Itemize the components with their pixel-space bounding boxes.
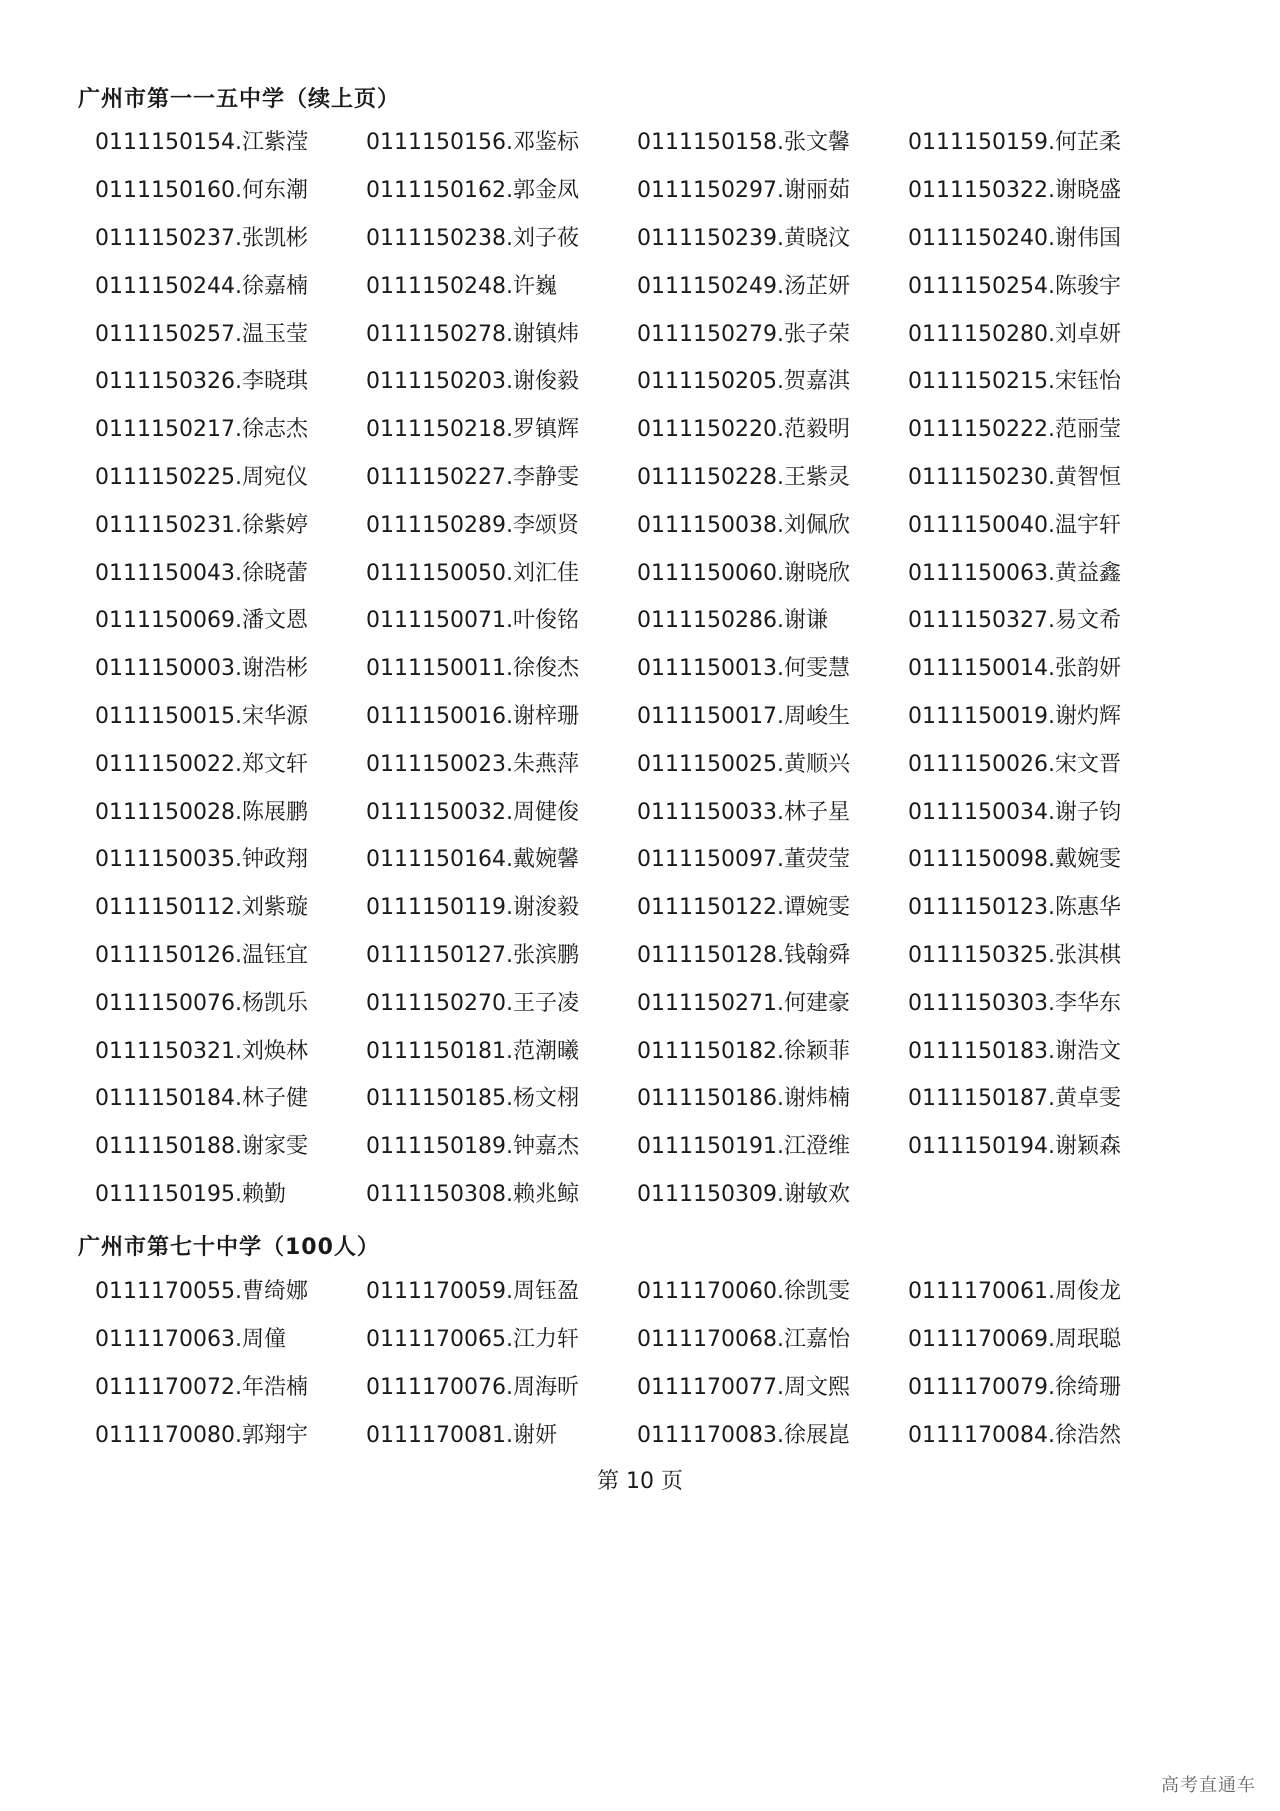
student-entry: 0111170068.江嘉怡 xyxy=(637,1327,850,1353)
student-entry: 0111150015.宋华源 xyxy=(95,703,308,729)
entry-row xyxy=(95,117,1195,165)
entry-row xyxy=(95,213,1195,261)
student-entry: 0111170077.周文熙 xyxy=(637,1374,850,1400)
student-entry: 0111170084.徐浩然 xyxy=(908,1422,1121,1448)
student-entry: 0111150189.钟嘉杰 xyxy=(366,1134,579,1160)
student-entry: 0111150205.贺嘉淇 xyxy=(637,369,850,395)
student-entry: 0111150160.何东潮 xyxy=(95,178,308,204)
student-entry: 0111150128.钱翰舜 xyxy=(637,942,850,968)
student-entry: 0111150182.徐颖菲 xyxy=(637,1038,850,1064)
entry-row xyxy=(95,1409,1195,1457)
student-entry: 0111150026.宋文晋 xyxy=(908,751,1121,777)
entry-row xyxy=(95,595,1195,643)
entry-row xyxy=(95,1073,1195,1121)
student-entry: 0111170072.年浩楠 xyxy=(95,1374,308,1400)
student-entry: 0111150014.张韵妍 xyxy=(908,656,1121,682)
student-entry: 0111150043.徐晓蕾 xyxy=(95,560,308,586)
student-entry: 0111150325.张淇棋 xyxy=(908,942,1121,968)
student-entry: 0111150309.谢敏欢 xyxy=(637,1181,850,1207)
student-entry: 0111150326.李晓琪 xyxy=(95,369,308,395)
student-entry: 0111150127.张滨鹏 xyxy=(366,942,579,968)
student-entry: 0111150195.赖勤 xyxy=(95,1181,286,1207)
student-entry: 0111170081.谢妍 xyxy=(366,1422,557,1448)
student-entry: 0111170069.周珉聪 xyxy=(908,1327,1121,1353)
entry-row xyxy=(95,1169,1195,1217)
student-entry: 0111170059.周钰盈 xyxy=(366,1279,579,1305)
student-entry: 0111150188.谢家雯 xyxy=(95,1134,308,1160)
student-entry: 0111150278.谢镇炜 xyxy=(366,321,579,347)
student-entry: 0111170080.郭翔宇 xyxy=(95,1422,308,1448)
student-entry: 0111150254.陈骏宇 xyxy=(908,273,1121,299)
student-entry: 0111150279.张子荣 xyxy=(637,321,850,347)
student-entry: 0111150321.刘焕林 xyxy=(95,1038,308,1064)
student-entry: 0111150184.林子健 xyxy=(95,1086,308,1112)
student-entry: 0111150011.徐俊杰 xyxy=(366,656,579,682)
student-entry: 0111150270.王子凌 xyxy=(366,990,579,1016)
entry-row xyxy=(95,499,1195,547)
entry-row xyxy=(95,165,1195,213)
student-entry: 0111150016.谢梓珊 xyxy=(366,703,579,729)
student-entry: 0111150231.徐紫婷 xyxy=(95,512,308,538)
student-entry: 0111150289.李颂贤 xyxy=(366,512,579,538)
student-entry: 0111150225.周宛仪 xyxy=(95,464,308,490)
student-entry: 0111150237.张凯彬 xyxy=(95,225,308,251)
section-title-school-70: 广州市第七十中学（100人） xyxy=(78,1235,380,1260)
student-entry: 0111150069.潘文恩 xyxy=(95,608,308,634)
entry-row xyxy=(95,786,1195,834)
student-entry: 0111150191.江澄维 xyxy=(637,1134,850,1160)
student-entry: 0111150038.刘佩欣 xyxy=(637,512,850,538)
student-entry: 0111150257.温玉莹 xyxy=(95,321,308,347)
student-entry: 0111150187.黄卓雯 xyxy=(908,1086,1121,1112)
student-entry: 0111150271.何建豪 xyxy=(637,990,850,1016)
entry-row xyxy=(95,452,1195,500)
entry-row xyxy=(95,738,1195,786)
student-entry: 0111170076.周海昕 xyxy=(366,1374,579,1400)
student-entry: 0111150239.黄晓汶 xyxy=(637,225,850,251)
entry-row xyxy=(95,691,1195,739)
watermark: 高考直通车 xyxy=(1161,1775,1256,1796)
student-entry: 0111150154.江紫滢 xyxy=(95,130,308,156)
student-entry: 0111150028.陈展鹏 xyxy=(95,799,308,825)
page-number: 第 10 页 xyxy=(597,1469,683,1494)
student-entry: 0111150215.宋钰怡 xyxy=(908,369,1121,395)
student-entry: 0111150017.周峻生 xyxy=(637,703,850,729)
student-entry: 0111150156.邓鉴标 xyxy=(366,130,579,156)
entry-row xyxy=(95,1314,1195,1362)
student-entry: 0111150063.黄益鑫 xyxy=(908,560,1121,586)
student-list-school-115 xyxy=(95,117,1195,1216)
student-entry: 0111150158.张文馨 xyxy=(637,130,850,156)
student-entry: 0111150297.谢丽茹 xyxy=(637,178,850,204)
entry-row xyxy=(95,882,1195,930)
entry-row xyxy=(95,547,1195,595)
student-entry: 0111150098.戴婉雯 xyxy=(908,847,1121,873)
student-entry: 0111150218.罗镇辉 xyxy=(366,417,579,443)
student-entry: 0111170079.徐绮珊 xyxy=(908,1374,1121,1400)
entry-row xyxy=(95,930,1195,978)
student-entry: 0111150013.何雯慧 xyxy=(637,656,850,682)
student-entry: 0111150183.谢浩文 xyxy=(908,1038,1121,1064)
student-entry: 0111150322.谢晓盛 xyxy=(908,178,1121,204)
student-entry: 0111150181.范潮曦 xyxy=(366,1038,579,1064)
student-entry: 0111150035.钟政翔 xyxy=(95,847,308,873)
student-entry: 0111150034.谢子钧 xyxy=(908,799,1121,825)
student-entry: 0111150308.赖兆鲸 xyxy=(366,1181,579,1207)
student-entry: 0111150203.谢俊毅 xyxy=(366,369,579,395)
student-entry: 0111150033.林子星 xyxy=(637,799,850,825)
student-entry: 0111150060.谢晓欣 xyxy=(637,560,850,586)
student-entry: 0111170055.曹绮娜 xyxy=(95,1279,308,1305)
student-entry: 0111150227.李静雯 xyxy=(366,464,579,490)
student-entry: 0111150222.范丽莹 xyxy=(908,417,1121,443)
student-entry: 0111150122.谭婉雯 xyxy=(637,895,850,921)
student-entry: 0111170060.徐凯雯 xyxy=(637,1279,850,1305)
student-entry: 0111150164.戴婉馨 xyxy=(366,847,579,873)
student-entry: 0111150186.谢炜楠 xyxy=(637,1086,850,1112)
student-entry: 0111150248.许巍 xyxy=(366,273,557,299)
student-entry: 0111150040.温宇轩 xyxy=(908,512,1121,538)
student-entry: 0111150050.刘汇佳 xyxy=(366,560,579,586)
student-entry: 0111150097.董荧莹 xyxy=(637,847,850,873)
entry-row xyxy=(95,1025,1195,1073)
student-entry: 0111170065.江力轩 xyxy=(366,1327,579,1353)
entry-row xyxy=(95,1121,1195,1169)
entry-row xyxy=(95,404,1195,452)
entry-row xyxy=(95,977,1195,1025)
student-entry: 0111150071.叶俊铭 xyxy=(366,608,579,634)
student-entry: 0111150228.王紫灵 xyxy=(637,464,850,490)
entry-row xyxy=(95,1362,1195,1410)
student-entry: 0111150327.易文希 xyxy=(908,608,1121,634)
entry-row xyxy=(95,834,1195,882)
student-entry: 0111150217.徐志杰 xyxy=(95,417,308,443)
student-list-school-70 xyxy=(95,1266,1195,1457)
student-entry: 0111150230.黄智恒 xyxy=(908,464,1121,490)
student-entry: 0111150185.杨文栩 xyxy=(366,1086,579,1112)
section-title-school-115: 广州市第一一五中学（续上页） xyxy=(78,87,401,112)
student-entry: 0111150159.何芷柔 xyxy=(908,130,1121,156)
student-entry: 0111150194.谢颖森 xyxy=(908,1134,1121,1160)
student-entry: 0111150240.谢伟国 xyxy=(908,225,1121,251)
student-entry: 0111150220.范毅明 xyxy=(637,417,850,443)
entry-row xyxy=(95,1266,1195,1314)
student-entry: 0111150019.谢灼辉 xyxy=(908,703,1121,729)
student-entry: 0111150303.李华东 xyxy=(908,990,1121,1016)
student-entry: 0111150023.朱燕萍 xyxy=(366,751,579,777)
student-entry: 0111150123.陈惠华 xyxy=(908,895,1121,921)
student-entry: 0111150244.徐嘉楠 xyxy=(95,273,308,299)
student-entry: 0111150126.温钰宜 xyxy=(95,942,308,968)
student-entry: 0111150022.郑文轩 xyxy=(95,751,308,777)
student-entry: 0111170061.周俊龙 xyxy=(908,1279,1121,1305)
student-entry: 0111150076.杨凯乐 xyxy=(95,990,308,1016)
entry-row xyxy=(95,308,1195,356)
entry-row xyxy=(95,643,1195,691)
student-entry: 0111150162.郭金凤 xyxy=(366,178,579,204)
student-entry: 0111150286.谢谦 xyxy=(637,608,828,634)
student-entry: 0111150032.周健俊 xyxy=(366,799,579,825)
student-entry: 0111150025.黄顺兴 xyxy=(637,751,850,777)
entry-row xyxy=(95,260,1195,308)
student-entry: 0111150119.谢浚毅 xyxy=(366,895,579,921)
student-entry: 0111150249.汤芷妍 xyxy=(637,273,850,299)
student-entry: 0111150003.谢浩彬 xyxy=(95,656,308,682)
student-entry: 0111170063.周僮 xyxy=(95,1327,286,1353)
student-entry: 0111150238.刘子莜 xyxy=(366,225,579,251)
student-entry: 0111150280.刘卓妍 xyxy=(908,321,1121,347)
student-entry: 0111150112.刘紫璇 xyxy=(95,895,308,921)
student-entry: 0111170083.徐展崑 xyxy=(637,1422,850,1448)
entry-row xyxy=(95,356,1195,404)
